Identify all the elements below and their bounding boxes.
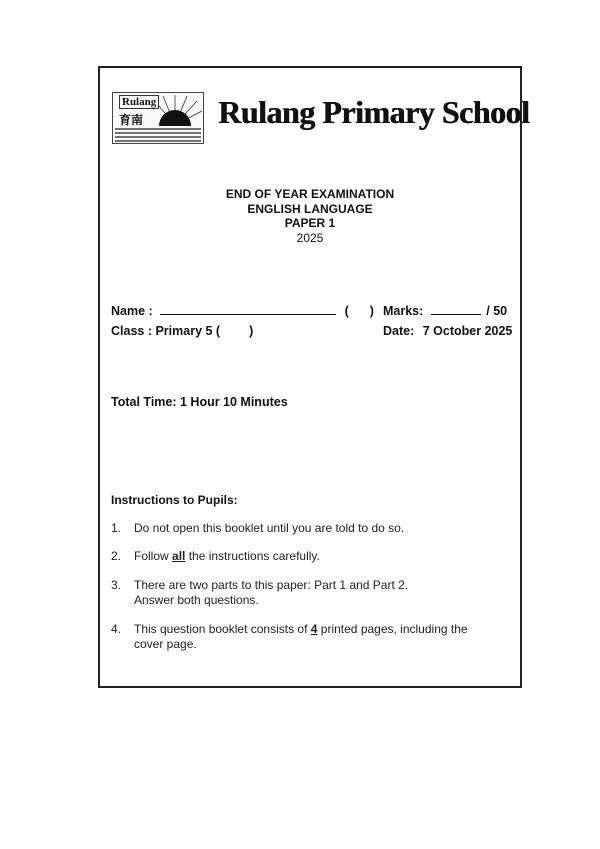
instructions-title: Instructions to Pupils: <box>111 493 238 507</box>
exam-paper: PAPER 1 <box>284 216 336 230</box>
date-row <box>383 324 512 338</box>
instruction-item <box>111 622 511 652</box>
instruction-number: 1. <box>111 521 122 535</box>
instruction-text-pre: This question booklet consists of <box>134 622 311 636</box>
instruction-number: 4. <box>111 622 122 636</box>
instruction-text-line2: Answer both questions. <box>134 593 259 607</box>
school-name: Rulang Primary School <box>218 94 530 130</box>
cover-frame <box>98 66 530 688</box>
instruction-emphasis: all <box>172 549 186 563</box>
marks-label: Marks: <box>383 304 424 318</box>
index-close: ) <box>369 304 374 318</box>
instruction-text <box>134 622 511 637</box>
logo-chinese-text: 育南 <box>119 113 144 127</box>
instruction-text <box>134 549 511 564</box>
logo-wordmark: Rulang <box>119 95 159 109</box>
instruction-text-line2: cover page. <box>134 637 197 651</box>
marks-total: / 50 <box>486 304 508 318</box>
date-value: 7 October 2025 <box>422 324 513 338</box>
total-time: Total Time: 1 Hour 10 Minutes <box>111 395 288 409</box>
name-label: Name : <box>111 304 153 318</box>
marks-field[interactable] <box>431 303 481 315</box>
instruction-number: 3. <box>111 578 122 592</box>
exam-subject: ENGLISH LANGUAGE <box>247 201 373 216</box>
instruction-number: 2. <box>111 549 122 563</box>
name-field[interactable] <box>160 303 336 315</box>
exam-heading <box>100 187 520 245</box>
class-close: ) <box>249 324 254 338</box>
exam-year: 2025 <box>296 230 324 245</box>
date-label: Date: <box>383 324 415 338</box>
class-label: Class : Primary 5 ( <box>111 324 221 338</box>
class-row <box>111 324 253 338</box>
instruction-item <box>111 521 511 536</box>
instruction-item <box>111 578 511 608</box>
instruction-text-post: printed pages, including the <box>317 622 468 636</box>
name-row <box>111 303 374 318</box>
marks-row <box>383 303 507 318</box>
instruction-emphasis: 4 <box>310 622 318 636</box>
instruction-text-post: the instructions carefully. <box>185 549 320 563</box>
school-logo <box>112 92 204 144</box>
instruction-text-pre: Follow <box>134 549 173 563</box>
instruction-text-line1: There are two parts to this paper: Part 1 and Part 2. <box>134 578 409 592</box>
instruction-item <box>111 549 511 564</box>
exam-title: END OF YEAR EXAMINATION <box>225 187 395 201</box>
index-open: ( <box>344 304 349 318</box>
instruction-text: Do not open this booklet until you are told to do so. <box>134 521 405 535</box>
